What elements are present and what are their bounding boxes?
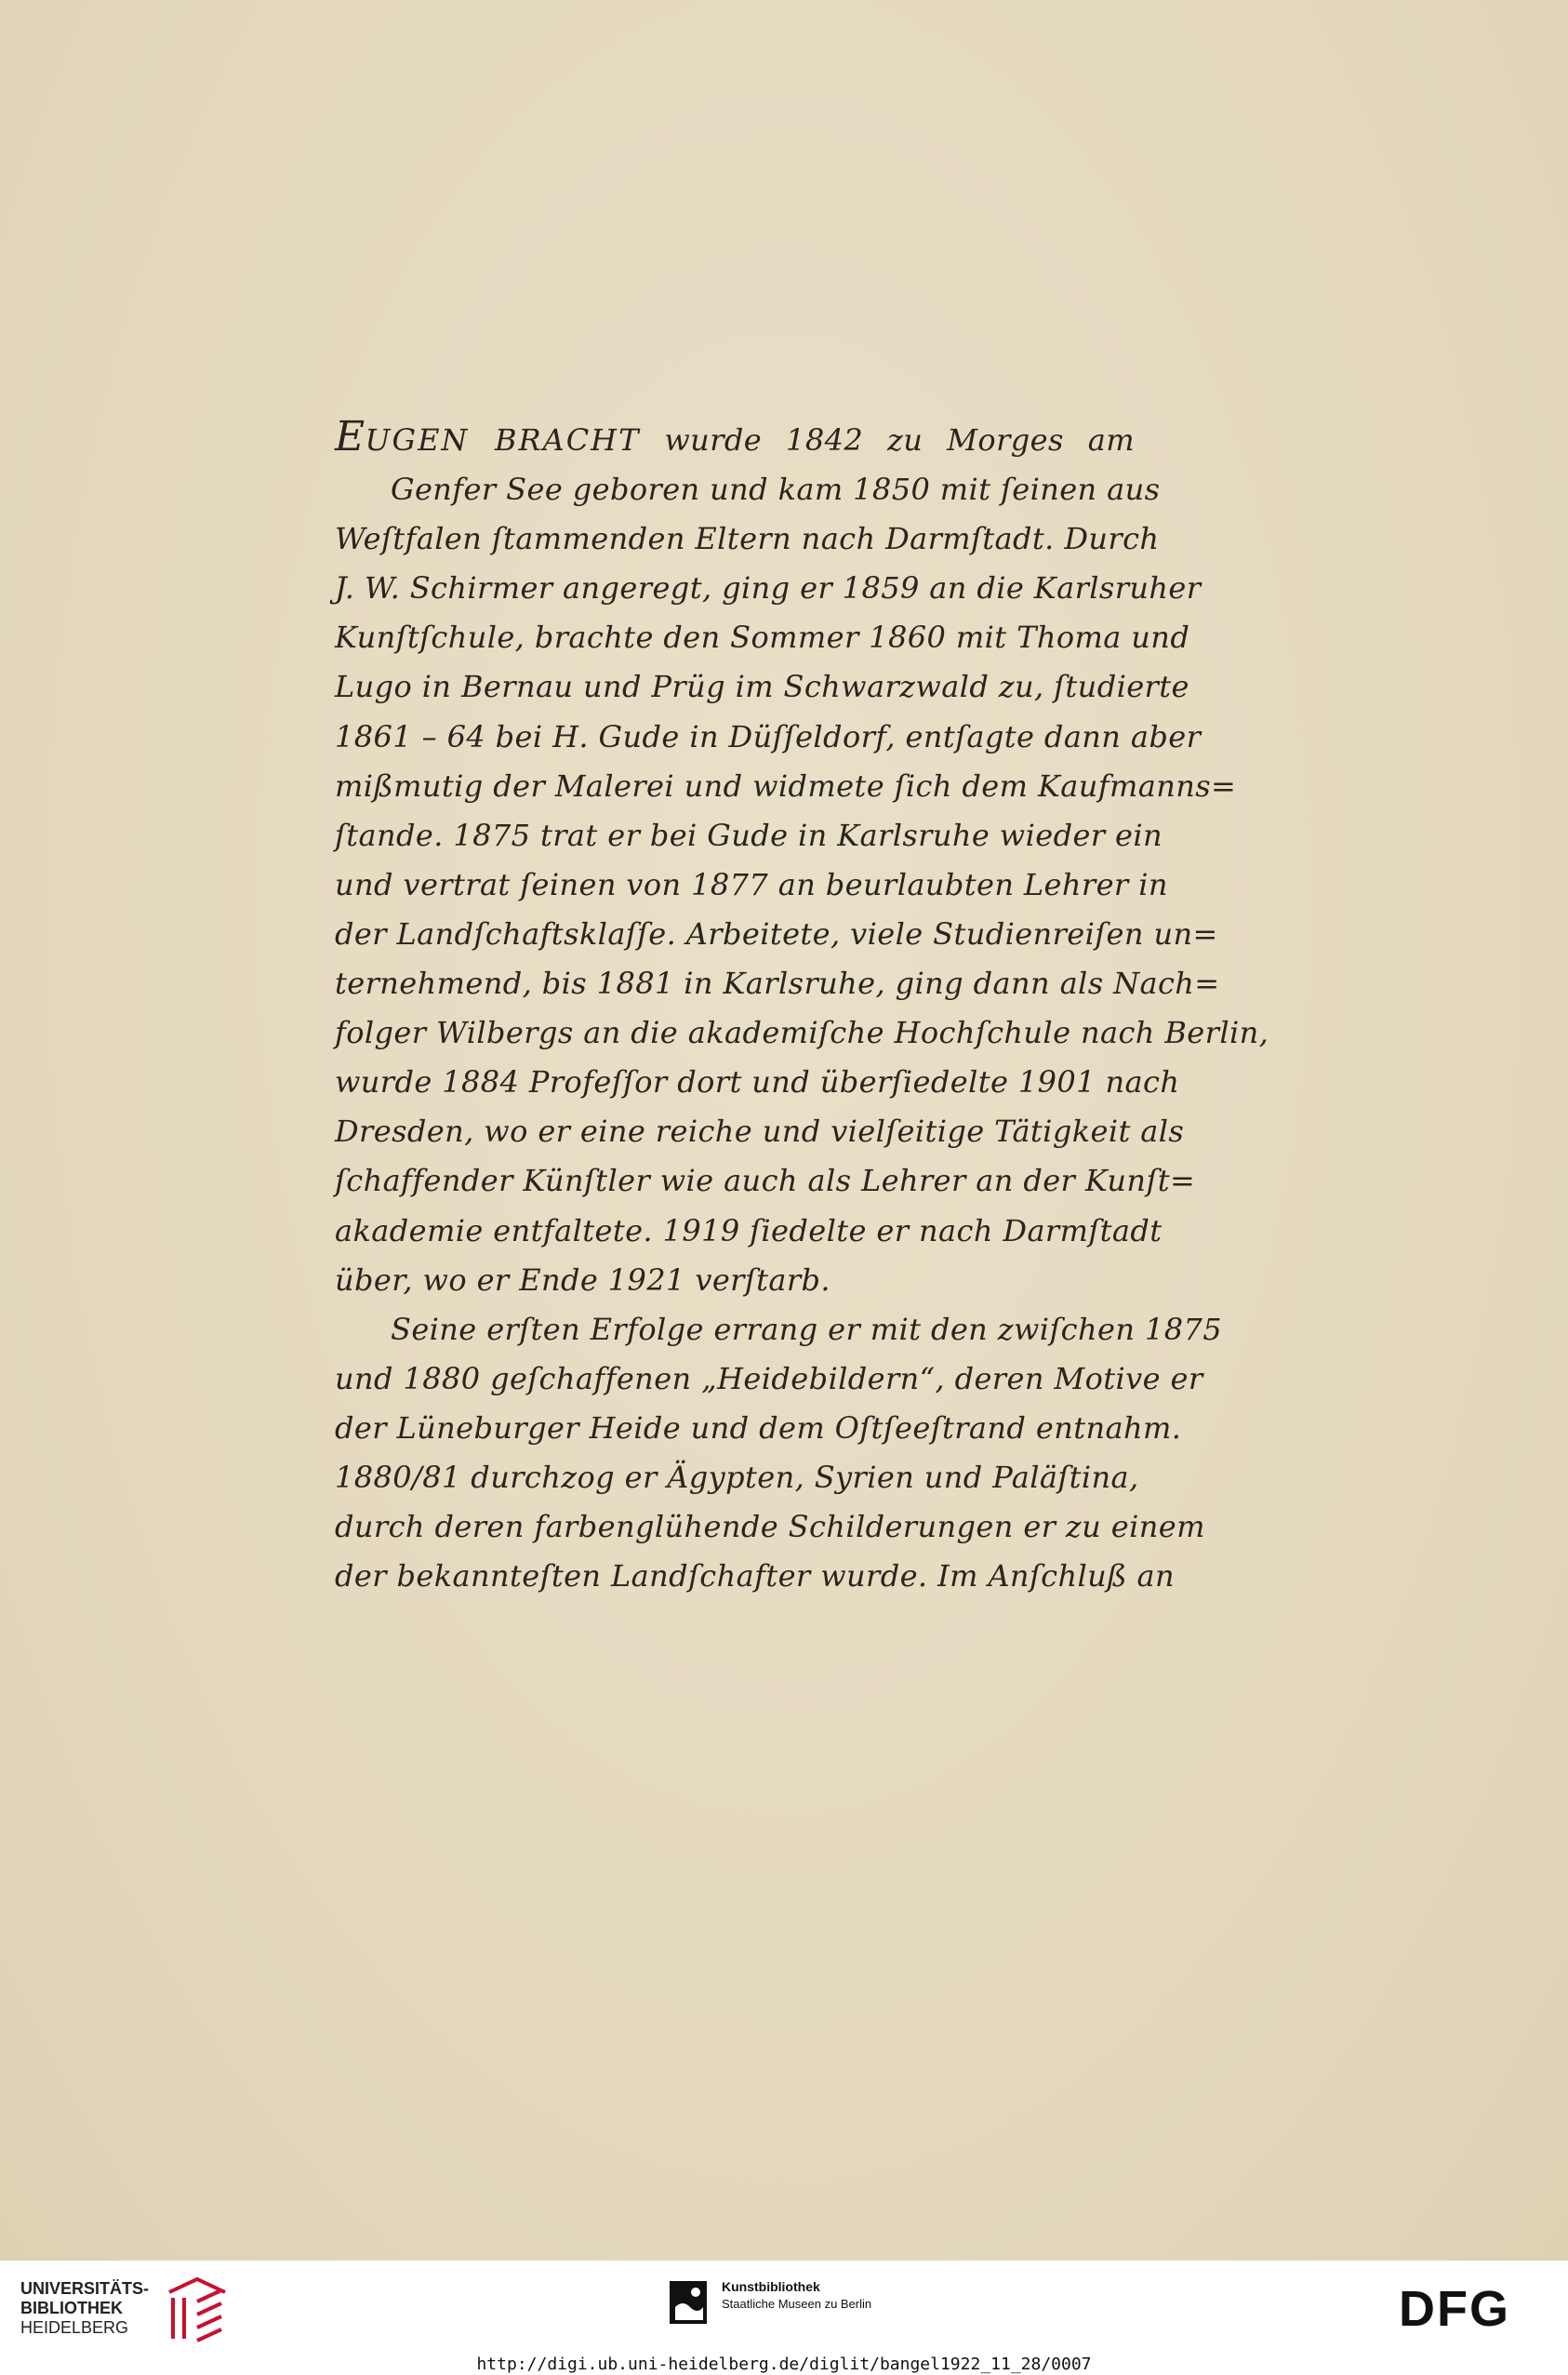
text-line: der bekannteſten Landſchafter wurde. Im Anſchluß an [335, 1558, 1175, 1594]
text-line: Seine erſten Erfolge errang er mit den zwiſchen 1875 [391, 1311, 1222, 1347]
text-line: 1880/81 durchzog er Ägypten, Syrien und Paläſtina, [335, 1459, 1139, 1495]
text-line: Genfer See geboren und kam 1850 mit ſeinen aus [391, 472, 1161, 508]
dfg-logo-text: DFG [1399, 2281, 1510, 2337]
first-line-rest: wurde 1842 zu Morges am [664, 422, 1136, 458]
text-line: und 1880 geſchaffenen „Heidebildern“, deren Motive er [335, 1360, 1203, 1396]
source-url[interactable]: http://digi.ub.uni-heidelberg.de/diglit/bangel1922_11_28/0007 [0, 2354, 1568, 2375]
kb-logo-text [722, 2277, 871, 2313]
text-line: der Lüneburger Heide und dem Oſtſeeſtrand entnahm. [335, 1409, 1182, 1446]
text-line: über, wo er Ende 1921 verſtarb. [335, 1261, 831, 1298]
text-line: Lugo in Bernau und Prüg im Schwarzwald zu, ſtudierte [335, 669, 1189, 705]
text-line: ſtande. 1875 trat er bei Gude in Karlsruhe wieder ein [335, 817, 1163, 853]
text-line: Weſtfalen ſtammenden Eltern nach Darmſtadt. Durch [335, 521, 1160, 557]
text-line: mißmutig der Malerei und widmete ſich dem Kaufmanns= [335, 767, 1237, 804]
text-line: folger Wilbergs an die akademiſche Hochſchule nach Berlin, [335, 1015, 1269, 1051]
ub-line-3: HEIDELBERG [20, 2318, 129, 2337]
paragraph-1 [335, 412, 1269, 1305]
text-line: wurde 1884 Profeſſor dort und überſiedelte 1901 nach [335, 1064, 1180, 1101]
text-line-first [335, 412, 1135, 465]
dfg-logo[interactable] [1395, 2279, 1544, 2335]
kb-line-2: Staatliche Museen zu Berlin [722, 2297, 872, 2311]
article-text [335, 412, 1269, 1601]
footer-bar [0, 2261, 1568, 2354]
kb-line-1: Kunstbibliothek [722, 2279, 820, 2294]
text-line: Dresden, wo er eine reiche und vielſeitige Tätigkeit als [335, 1114, 1185, 1150]
text-line: ſchaffender Künſtler wie auch als Lehrer an der Kunſt= [335, 1163, 1196, 1199]
text-line: der Landſchaftsklaſſe. Arbeitete, viele Studienreiſen un= [335, 915, 1218, 952]
ub-logo-text [20, 2279, 149, 2338]
text-line: 1861 – 64 bei H. Gude in Düſſeldorf, entſagte dann aber [335, 718, 1202, 754]
ub-line-1: UNIVERSITÄTS- [20, 2279, 150, 2298]
text-line: ternehmend, bis 1881 in Karlsruhe, ging dann als Nach= [335, 966, 1220, 1002]
ub-mark-icon [160, 2274, 234, 2344]
text-line: akademie entfaltete. 1919 ſiedelte er nach Darmſtadt [335, 1212, 1163, 1248]
kb-mark-icon [668, 2279, 709, 2326]
text-line: Kunſtſchule, brachte den Sommer 1860 mit Thoma und [335, 620, 1190, 656]
text-line: und vertrat ſeinen von 1877 an beurlaubten Lehrer in [335, 866, 1168, 902]
text-line: durch deren farbenglühende Schilderungen er zu einem [335, 1509, 1205, 1545]
ub-heidelberg-logo[interactable] [20, 2274, 225, 2344]
drop-cap: E [335, 413, 365, 460]
paragraph-2 [335, 1305, 1222, 1602]
text-line: J. W. Schirmer angeregt, ging er 1859 an die Karlsruher [335, 570, 1202, 607]
name-caps: UGEN BRACHT [365, 422, 641, 458]
ub-line-2: BIBLIOTHEK [20, 2299, 123, 2317]
kunstbibliothek-logo[interactable] [668, 2277, 947, 2333]
